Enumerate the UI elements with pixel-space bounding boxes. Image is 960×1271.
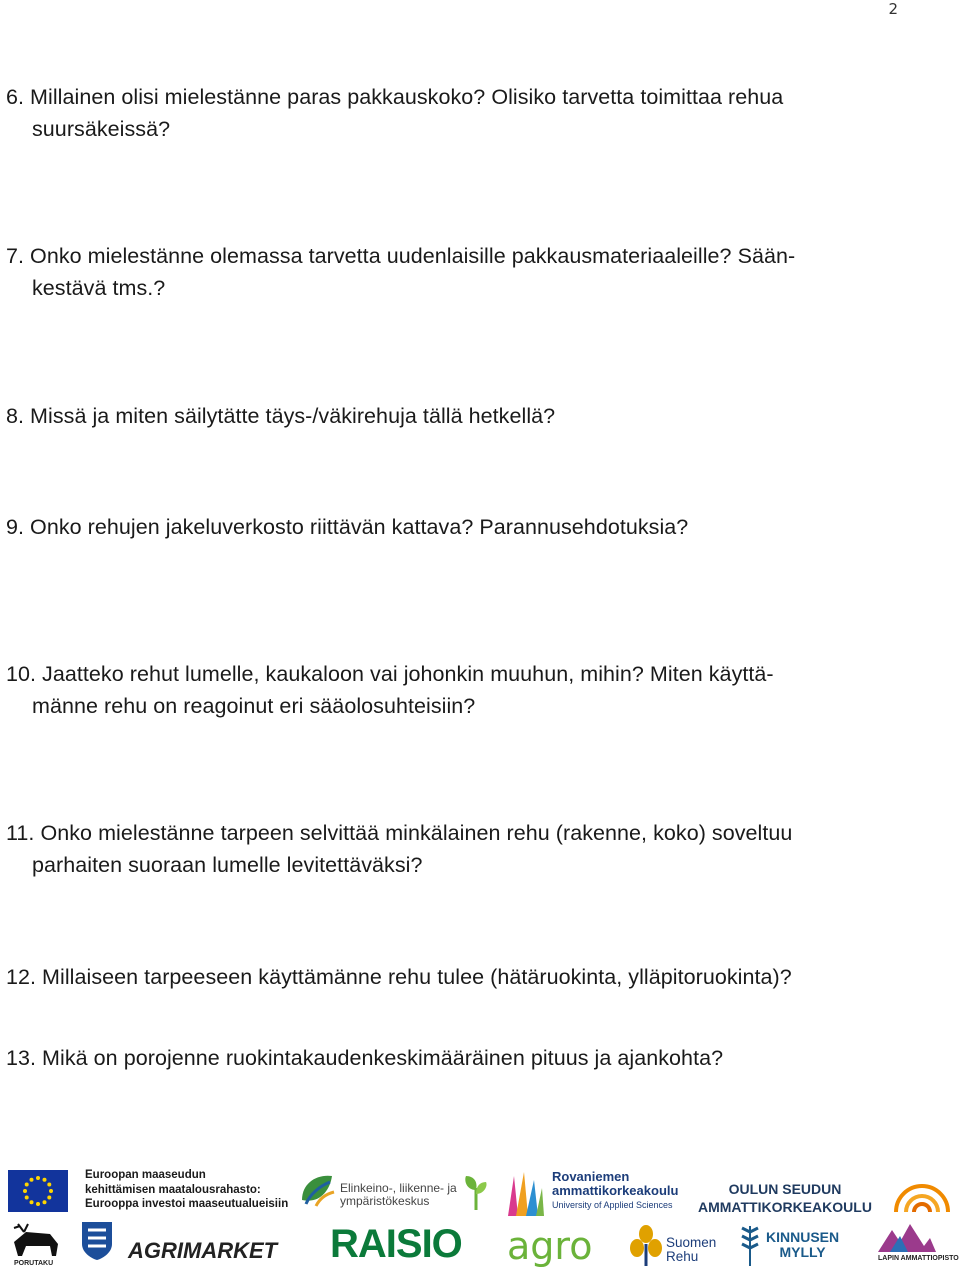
kinnusen-line: KINNUSEN: [766, 1229, 840, 1245]
page-number: 2: [888, 0, 898, 18]
wheat-icon: [736, 1222, 764, 1271]
raisio-logo: RAISIO: [330, 1222, 462, 1266]
kinnusen-mylly-logo-text: [766, 1230, 839, 1260]
lapin-logo-text: LAPIN AMMATTIOPISTO: [878, 1255, 959, 1262]
question-line: kestävä tms.?: [32, 276, 166, 300]
ely-leaf-icon: [296, 1170, 338, 1217]
question-line: 13. Mikä on porojenne ruokintakaudenkeskimääräinen pituus ja ajankohta?: [6, 1046, 724, 1070]
ely-logo-text: [340, 1182, 457, 1208]
eu-fund-logo-text: [85, 1168, 288, 1212]
question-line: parhaiten suoraan lumelle levitettäväksi?: [32, 853, 423, 877]
suomen-rehu-line: Rehu: [666, 1249, 699, 1264]
agrimarket-logo: AGRIMARKET: [128, 1238, 278, 1263]
ely-text-line: ympäristökeskus: [340, 1194, 430, 1208]
suomen-rehu-logo-text: [666, 1236, 716, 1264]
lapin-mountain-icon: [876, 1222, 938, 1259]
oulu-logo-text: [698, 1180, 872, 1216]
rov-text-line: ammattikorkeakoulu: [552, 1183, 679, 1198]
eu-text-line: kehittämisen maatalousrahasto:: [85, 1183, 261, 1196]
oulu-text-line: AMMATTIKORKEAKOULU: [698, 1199, 872, 1215]
coat-of-arms-icon: [80, 1220, 114, 1265]
eu-flag-logo: [8, 1170, 68, 1212]
rovaniemi-logo-text: [552, 1170, 678, 1212]
ely-text-line: Elinkeino-, liikenne- ja: [340, 1181, 457, 1195]
eu-text-line: Euroopan maaseudun: [85, 1169, 206, 1181]
question-6: [6, 81, 906, 145]
question-line: 10. Jaatteko rehut lumelle, kaukaloon vai johonkin muuhun, mihin? Miten käyttä-: [6, 662, 774, 686]
rov-text-line: Rovaniemen: [552, 1169, 630, 1184]
question-line: 8. Missä ja miten säilytätte täys-/väkirehuja tällä hetkellä?: [6, 404, 556, 428]
eu-text-line: Eurooppa investoi maaseutualueisiin: [85, 1198, 289, 1210]
question-line: 12. Millaiseen tarpeeseen käyttämänne rehu tulee (hätäruokinta, ylläpitoruokinta)?: [6, 965, 792, 989]
question-line: suursäkeissä?: [32, 117, 171, 141]
reindeer-icon: [6, 1222, 68, 1265]
kinnusen-line: MYLLY: [779, 1244, 826, 1260]
question-11: [6, 817, 906, 881]
question-line: 11. Onko mielestänne tarpeen selvittää minkälainen rehu (rakenne, koko) soveltuu: [6, 821, 793, 845]
grain-icon: [628, 1224, 664, 1271]
rovaniemi-flame-icon: [500, 1170, 546, 1223]
question-line: 6. Millainen olisi mielestänne paras pakkauskoko? Olisiko tarvetta toimittaa rehua: [6, 85, 784, 109]
oulu-sun-icon: [892, 1168, 952, 1219]
question-line: männe rehu on reagoinut eri sääolosuhteisiin?: [32, 694, 476, 718]
rov-text-line: University of Applied Sciences: [552, 1200, 673, 1210]
agro-logo: agro: [507, 1224, 593, 1268]
suomen-rehu-line: Suomen: [666, 1235, 717, 1250]
question-9: [6, 511, 906, 543]
sprout-icon: [462, 1172, 490, 1215]
question-line: 9. Onko rehujen jakeluverkosto riittävän kattava? Parannusehdotuksia?: [6, 515, 689, 539]
question-13: [6, 1042, 906, 1074]
question-12: [6, 961, 906, 993]
question-line: 7. Onko mielestänne olemassa tarvetta uudenlaisille pakkausmateriaaleille? Sään-: [6, 244, 796, 268]
question-10: [6, 658, 906, 722]
question-7: [6, 240, 906, 304]
question-8: [6, 400, 906, 432]
porot-logo-text: PORUTAKU: [14, 1260, 54, 1267]
oulu-text-line: OULUN SEUDUN: [728, 1181, 842, 1197]
sponsor-logos: [0, 1160, 960, 1271]
